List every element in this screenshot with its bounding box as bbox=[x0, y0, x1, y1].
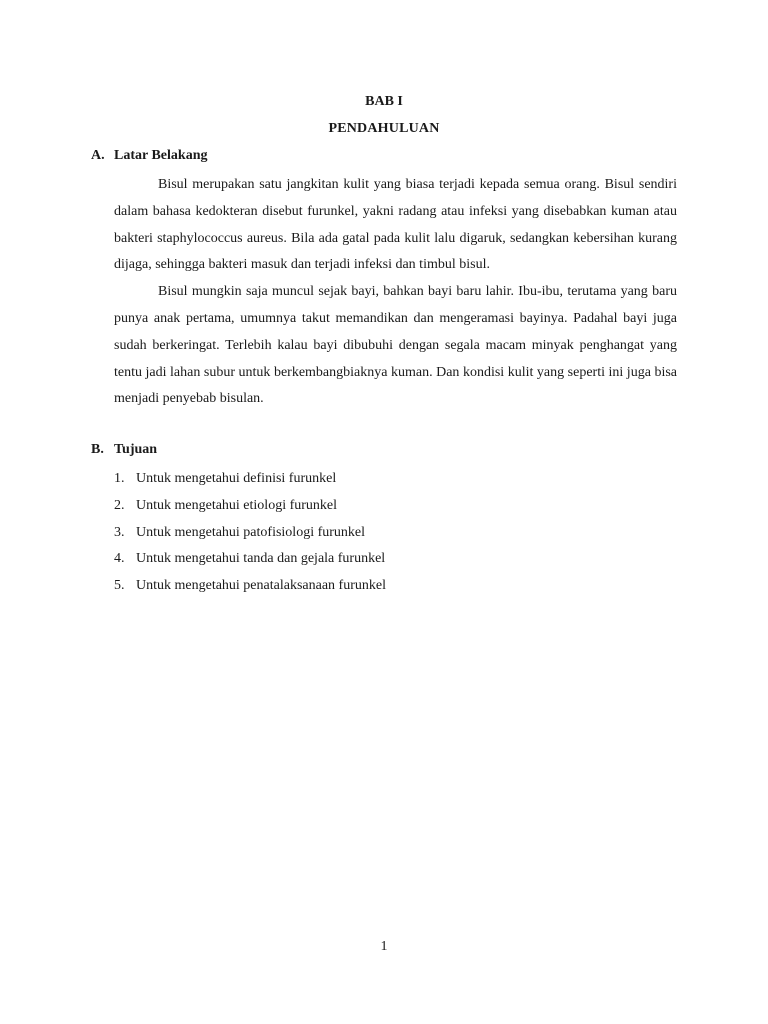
list-number: 1. bbox=[114, 471, 125, 486]
list-text: Untuk mengetahui definisi furunkel bbox=[136, 471, 337, 486]
list-item bbox=[114, 520, 677, 547]
section-heading-tujuan bbox=[91, 442, 157, 458]
list-text: Untuk mengetahui patofisiologi furunkel bbox=[136, 524, 366, 540]
list-item bbox=[114, 466, 677, 493]
list-number: 5. bbox=[114, 578, 125, 594]
chapter-label: BAB I bbox=[365, 94, 403, 109]
list-item bbox=[114, 573, 677, 600]
list-number: 2. bbox=[114, 497, 125, 513]
page-number: 1 bbox=[380, 939, 388, 954]
section-title: Tujuan bbox=[114, 442, 158, 457]
list-item bbox=[114, 546, 677, 573]
objectives-list bbox=[114, 466, 677, 600]
section-letter: B. bbox=[91, 442, 104, 457]
list-item bbox=[114, 493, 677, 520]
list-number: 4. bbox=[114, 551, 125, 567]
list-text: Untuk mengetahui etiologi furunkel bbox=[136, 497, 338, 513]
section-letter: A. bbox=[91, 148, 105, 163]
paragraph: Bisul mungkin saja muncul sejak bayi, bahkan bayi baru lahir. Ibu-ibu, terutama yang baru punya anak pertama, umumnya takut memandikan dan mengeramasi bayinya. Padahal bayi juga sudah berkeringat. Terlebih kalau bayi dibubuhi dengan segala macam minyak penghangat yang tentu jadi lahan subur untuk berkembangbiaknya kuman. Dan kondisi kulit yang seperti ini juga bisa menjadi penyebab bisulan. bbox=[114, 284, 677, 407]
list-text: Untuk mengetahui tanda dan gejala furunkel bbox=[136, 551, 386, 567]
section-title: Latar Belakang bbox=[114, 148, 208, 163]
section-heading-latar-belakang bbox=[91, 148, 207, 164]
list-number: 3. bbox=[114, 524, 125, 540]
chapter-title: PENDAHULUAN bbox=[328, 121, 440, 136]
list-text: Untuk mengetahui penatalaksanaan furunkel bbox=[136, 578, 386, 594]
background-text bbox=[114, 172, 677, 413]
paragraph: Bisul merupakan satu jangkitan kulit yang biasa terjadi kepada semua orang. Bisul sendiri dalam bahasa kedokteran disebut furunkel, yakni radang atau infeksi yang disebabkan kuman atau bakteri staphylococcus aureus. Bila ada gatal pada kulit lalu digaruk, sedangkan kebersihan kurang dijaga, sehingga bakteri masuk dan terjadi infeksi dan timbul bisul. bbox=[114, 177, 677, 273]
